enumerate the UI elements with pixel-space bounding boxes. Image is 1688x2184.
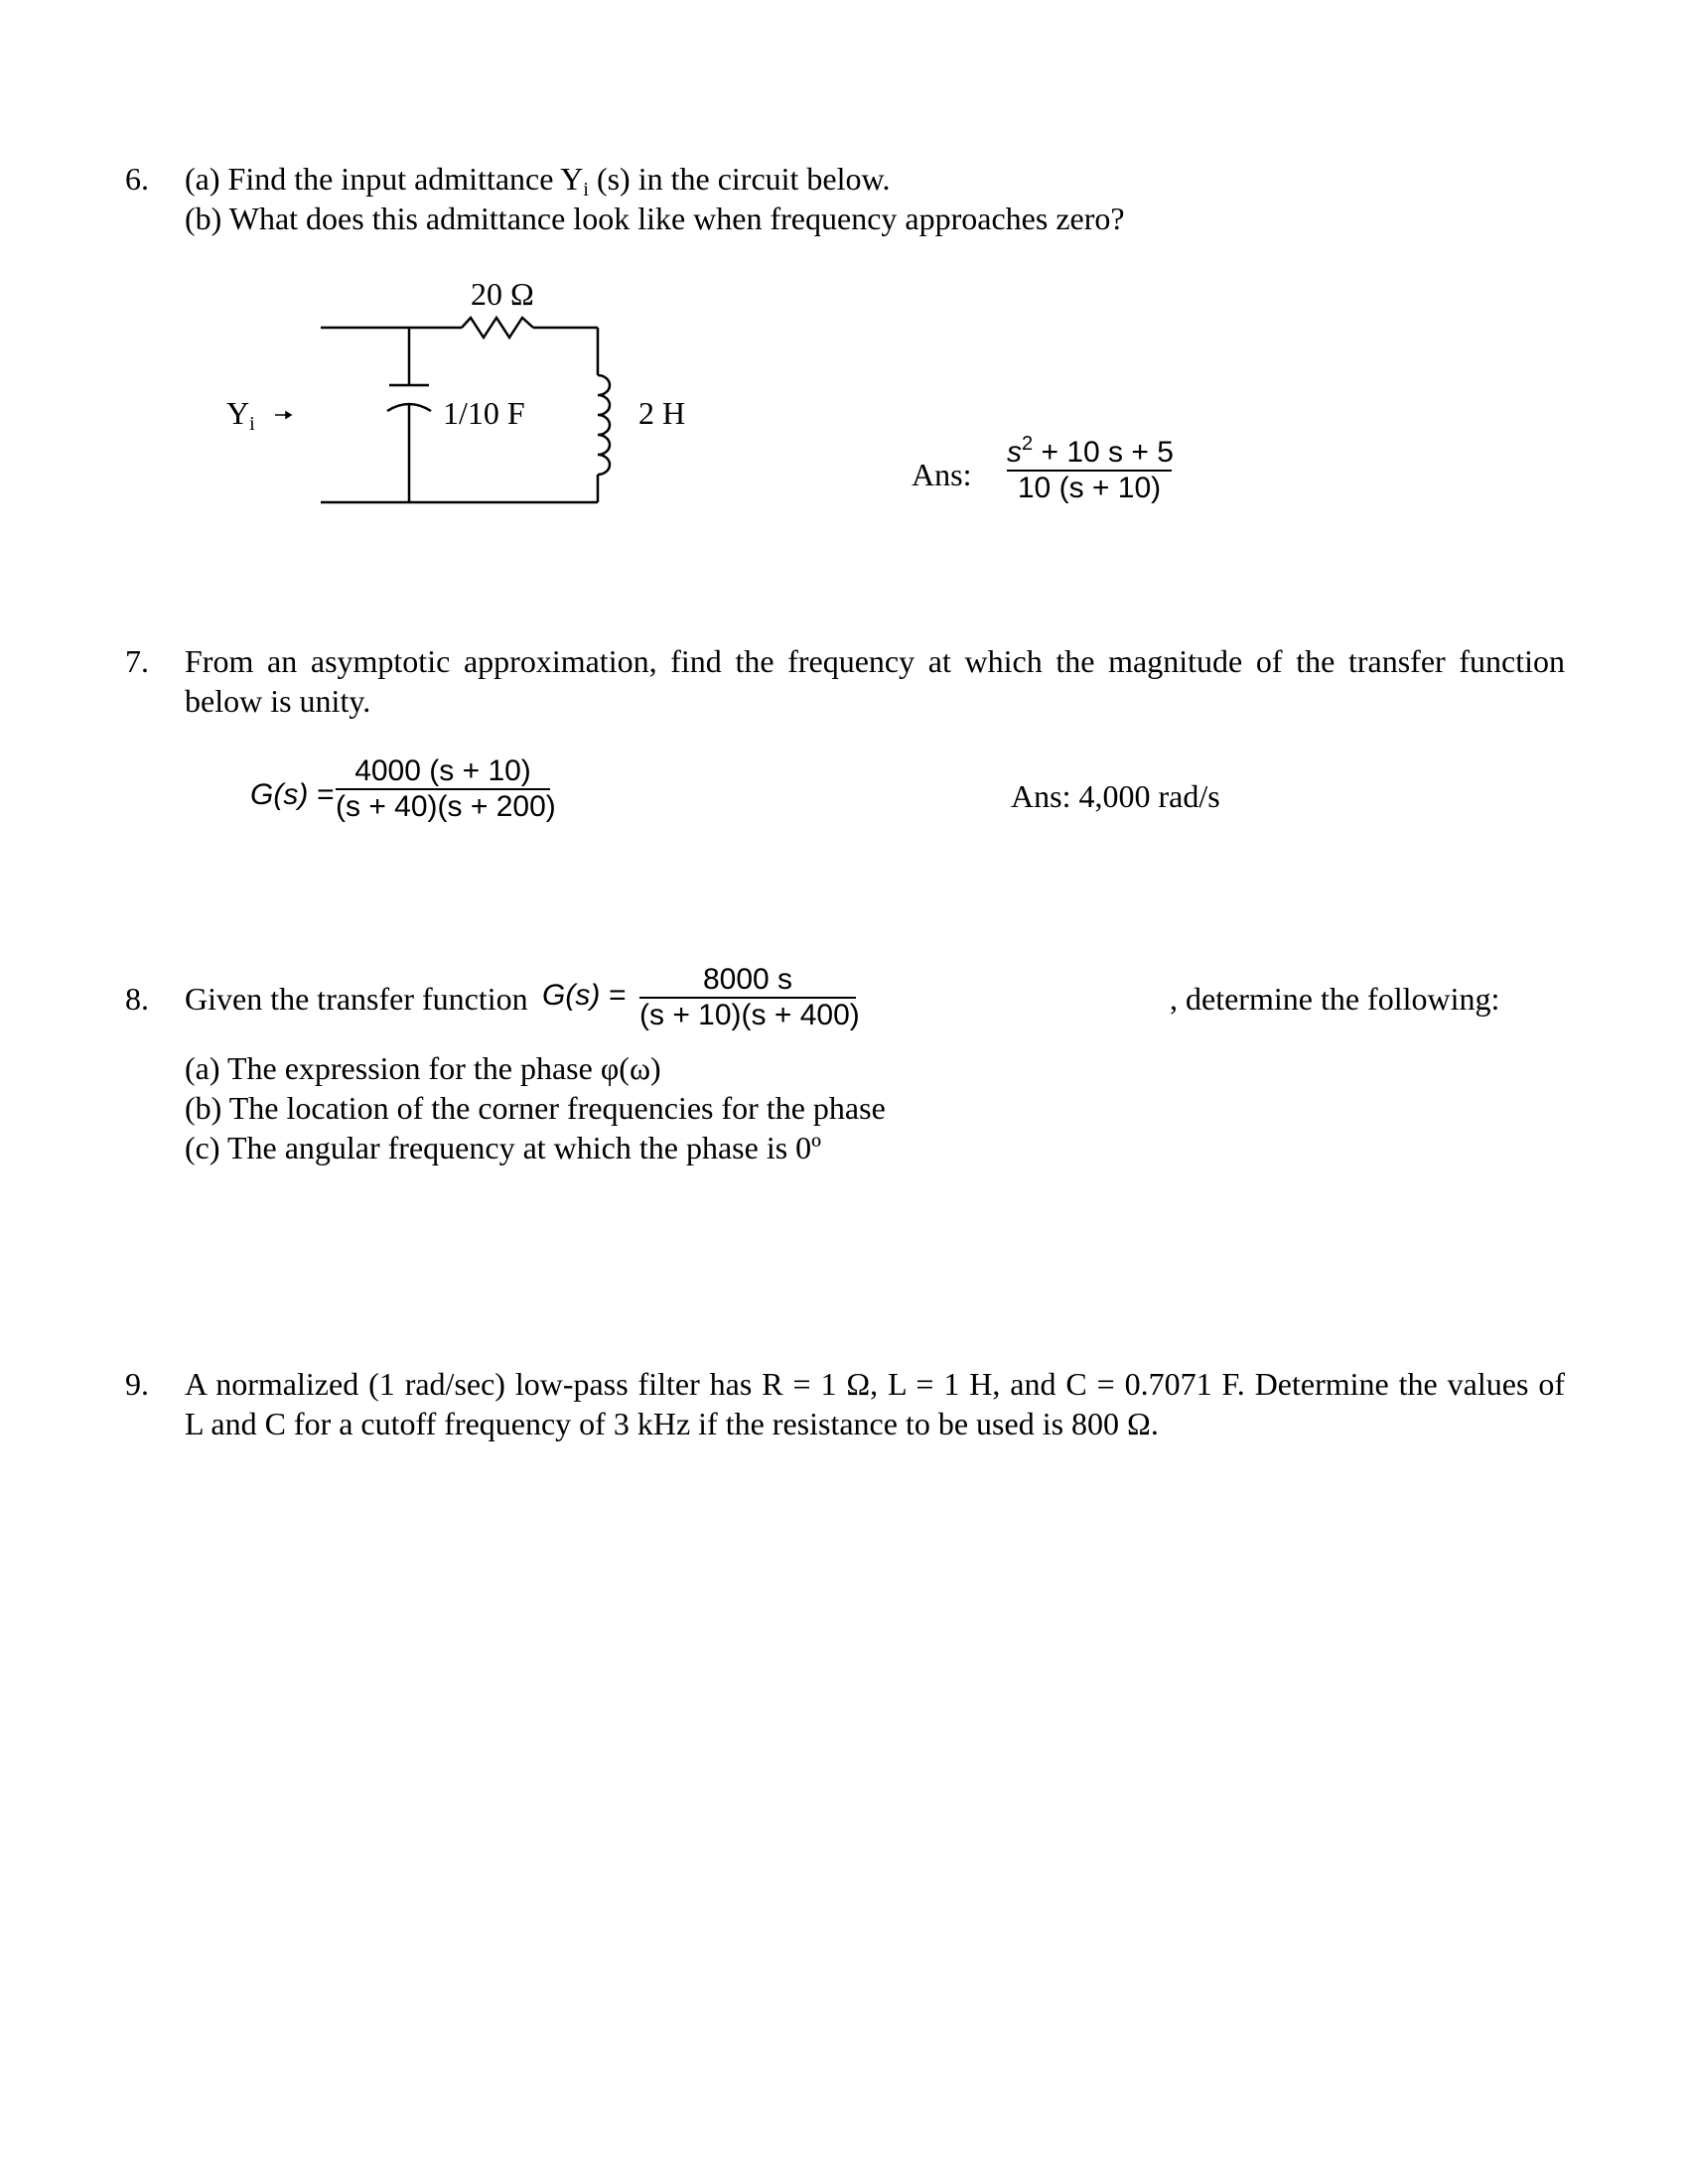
q9-line2: L and C for a cutoff frequency of 3 kHz if the resistance to be used is 800 Ω. bbox=[185, 1406, 1159, 1441]
q6-answer-denominator: 10 (s + 10) bbox=[1017, 472, 1162, 504]
q8-item-a: (a) The expression for the phase φ(ω) bbox=[185, 1050, 661, 1086]
q8-numerator: 8000 s bbox=[702, 963, 793, 996]
q8-g-label: G(s) = bbox=[542, 979, 627, 1012]
q7-answer: Ans: 4,000 rad/s bbox=[1011, 778, 1220, 814]
q6-number: 6. bbox=[125, 161, 149, 197]
q9-number: 9. bbox=[125, 1366, 149, 1402]
yi-label: $Y_i$ bbox=[226, 395, 255, 435]
q8-item-b: (b) The location of the corner frequencies for the phase bbox=[185, 1090, 886, 1126]
q7-transfer-fraction bbox=[336, 754, 556, 824]
capacitor-label: 1/10 F bbox=[443, 395, 525, 431]
q8-transfer-fraction bbox=[639, 963, 860, 1032]
q7-denominator: (s + 40)(s + 200) bbox=[336, 790, 556, 823]
q8-denominator: (s + 10)(s + 400) bbox=[639, 999, 860, 1031]
q8-item-c: (c) The angular frequency at which the phase is 0º bbox=[185, 1130, 822, 1165]
inductor-label: 2 H bbox=[638, 395, 686, 431]
q7-numerator: 4000 (s + 10) bbox=[354, 754, 531, 787]
q9-line1: A normalized (1 rad/sec) low-pass filter has R = 1 Ω, L = 1 H, and C = 0.7071 F. Determine the values of bbox=[185, 1366, 1565, 1402]
yi-arrow-icon bbox=[275, 412, 291, 418]
q6-answer-fraction bbox=[1007, 433, 1172, 505]
q8-number: 8. bbox=[125, 981, 149, 1017]
resistor-zigzag bbox=[462, 318, 533, 338]
q7-text-line2: below is unity. bbox=[185, 683, 371, 719]
inductor-coil bbox=[598, 375, 610, 475]
q6-part-b: (b) What does this admittance look like when frequency approaches zero? bbox=[185, 201, 1125, 236]
q7-number: 7. bbox=[125, 643, 149, 679]
q6-circuit-diagram bbox=[0, 0, 1688, 615]
q6-part-a: (a) Find the input admittance $Y_i$ (s) in the circuit below. bbox=[185, 161, 891, 201]
q6-ans-label: Ans: bbox=[912, 457, 972, 492]
resistor-label: 20 Ω bbox=[471, 276, 534, 312]
q7-text-line1: From an asymptotic approximation, find the frequency at which the magnitude of the transfer function bbox=[185, 643, 1565, 679]
q8-tail: , determine the following: bbox=[1170, 981, 1500, 1017]
q8-intro: Given the transfer function bbox=[185, 981, 528, 1017]
q6-answer-numerator: $s^2 + 10$ s + 5 bbox=[1007, 433, 1174, 469]
q7-g-label: G(s) = bbox=[250, 778, 335, 811]
